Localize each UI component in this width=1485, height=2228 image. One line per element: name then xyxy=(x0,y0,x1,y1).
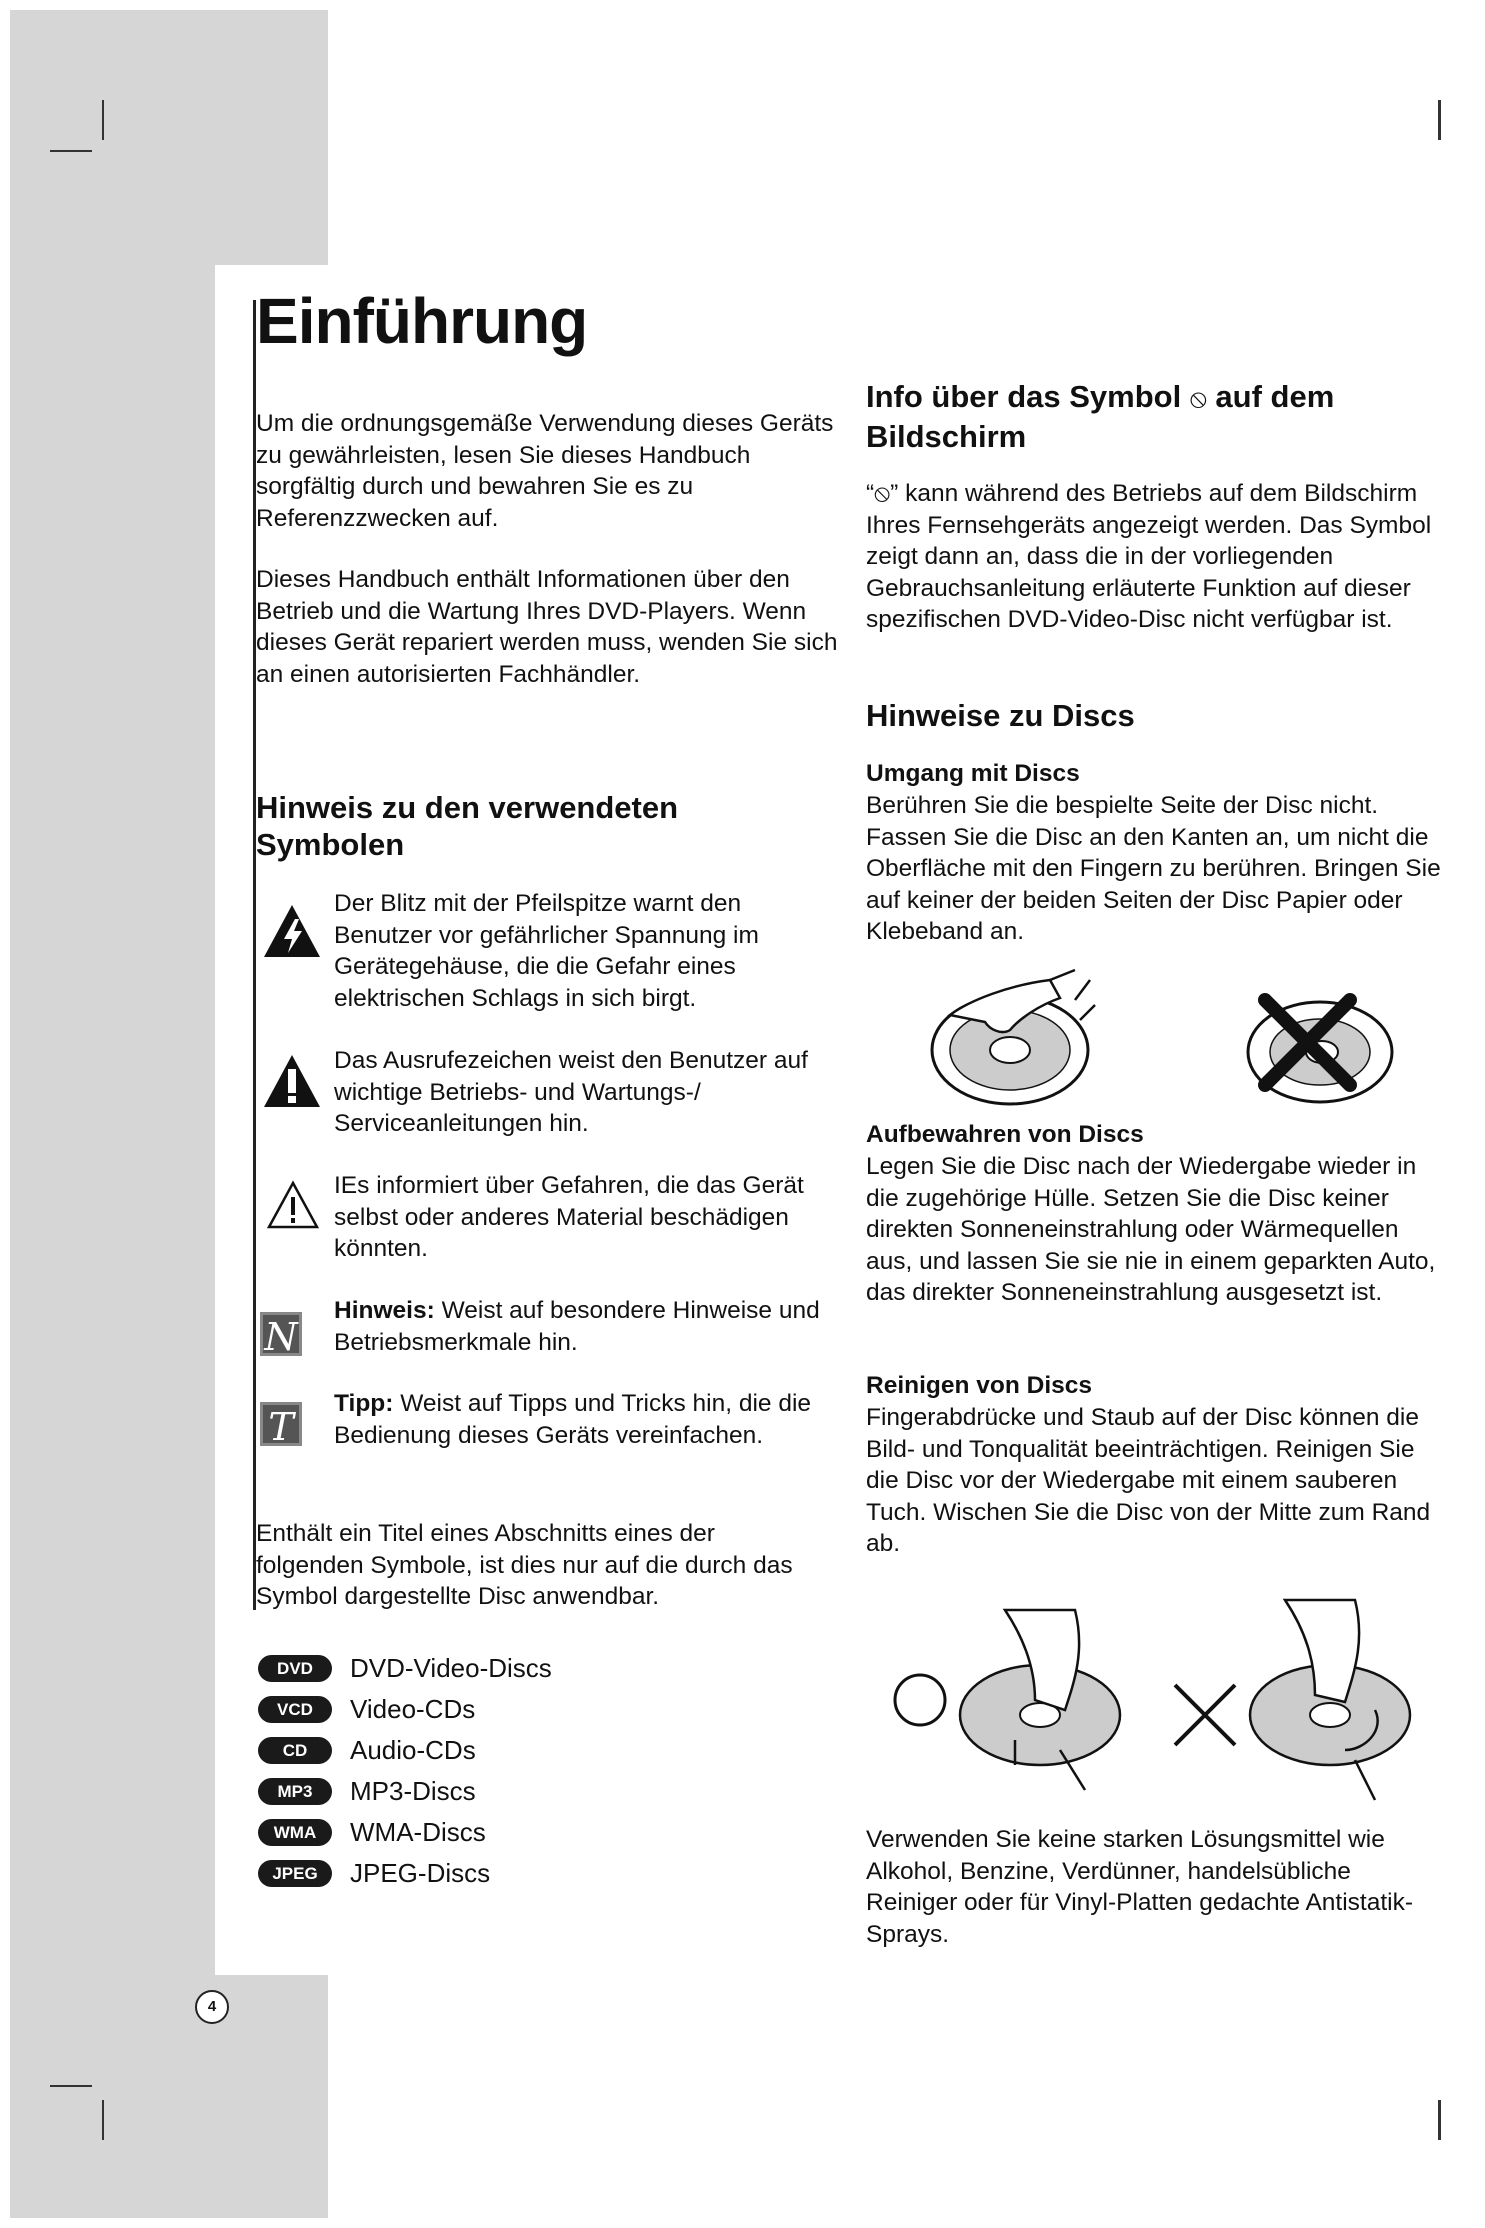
disc-label-vcd: Video-CDs xyxy=(350,1694,476,1724)
crop-mark xyxy=(50,150,92,152)
info-symbol-heading-line2: Bildschirm xyxy=(866,419,1027,454)
symbols-heading: Hinweis zu den verwendeten Symbolen xyxy=(256,790,679,862)
lightning-description: Der Blitz mit der Pfeilspitze warnt den Benutzer vor gefährlicher Spannung im Gerätegehäuse, die die Gefahr eines elektrischen Schlags in sich birgt. xyxy=(334,890,759,1012)
disc-notes-heading: Hinweise zu Discs xyxy=(866,698,1135,733)
page-margin-band-bottom xyxy=(10,1975,328,2218)
note-icon: N xyxy=(260,1312,302,1356)
note-text: Weist auf besondere Hinweise und Betriebsmerkmale hin. xyxy=(334,1297,820,1356)
handling-heading: Umgang mit Discs xyxy=(866,760,1080,787)
exclamation-warning-icon xyxy=(262,1053,322,1109)
disc-label-dvd: DVD-Video-Discs xyxy=(350,1653,552,1683)
disc-cleaning-illustration xyxy=(885,1590,1425,1810)
note-label: Hinweis: xyxy=(334,1297,435,1324)
disc-label-cd: Audio-CDs xyxy=(350,1735,476,1765)
disc-handling-illustration xyxy=(930,960,1400,1110)
page-number: 4 xyxy=(195,1990,229,2024)
cleaning-paragraph: Fingerabdrücke und Staub auf der Disc können die Bild- und Tonqualität beeinträchtigen. Reinigen Sie die Disc vor der Wiedergabe mit einem sauberen Tuch. Wischen Sie die Disc von der Mitte zum Rand ab. xyxy=(866,1404,1431,1557)
disc-badge-dvd: DVD xyxy=(258,1655,332,1682)
info-symbol-paragraph: “⦸” kann während des Betriebs auf dem Bildschirm Ihres Fernsehgeräts angezeigt werden. Das Symbol zeigt dann an, dass die in der vorliegenden Gebrauchsanleitung erläuterte Funktion auf dieser spezifischen DVD-Video-Disc nicht verfügbar ist. xyxy=(866,480,1432,633)
tip-label: Tipp: xyxy=(334,1390,394,1417)
solvent-paragraph: Verwenden Sie keine starken Lösungsmittel wie Alkohol, Benzine, Verdünner, handelsübliche Reiniger oder für Vinyl-Platten gedachte Antistatik-Sprays. xyxy=(866,1826,1414,1948)
tip-description xyxy=(334,1388,854,1451)
page-margin-band-left xyxy=(10,265,215,1975)
crop-mark xyxy=(1438,2100,1441,2140)
storage-heading: Aufbewahren von Discs xyxy=(866,1121,1144,1148)
info-symbol-heading-text-end: auf dem xyxy=(1215,379,1335,414)
disc-badge-jpeg: JPEG xyxy=(258,1860,332,1887)
info-symbol-heading xyxy=(866,378,1426,455)
disc-label-mp3: MP3-Discs xyxy=(350,1776,476,1806)
lightning-warning-icon xyxy=(262,903,322,959)
disc-badge-vcd: VCD xyxy=(258,1696,332,1723)
disc-badge-wma: WMA xyxy=(258,1819,332,1846)
crop-mark xyxy=(1438,100,1441,140)
exclamation-description: Das Ausrufezeichen weist den Benutzer auf wichtige Betriebs- und Wartungs-/ Serviceanleitungen hin. xyxy=(334,1047,808,1137)
crop-mark xyxy=(50,2085,92,2087)
tip-text: Weist auf Tipps und Tricks hin, die die Bedienung dieses Geräts vereinfachen. xyxy=(334,1390,812,1449)
info-symbol-heading-text: Info über das Symbol xyxy=(866,379,1182,414)
disc-label-jpeg: JPEG-Discs xyxy=(350,1858,491,1888)
disc-badge-cd: CD xyxy=(258,1737,332,1764)
disc-badge-mp3: MP3 xyxy=(258,1778,332,1805)
page-margin-band-top xyxy=(10,10,328,265)
storage-paragraph: Legen Sie die Disc nach der Wiedergabe wieder in die zugehörige Hülle. Setzen Sie die Disc keiner direkten Sonneneinstrahlung oder Wärmequellen aus, und lassen Sie sie nie in einem geparkten Auto, das direkter Sonneneinstrahlung ausgesetzt ist. xyxy=(866,1153,1436,1306)
intro-paragraph-2: Dieses Handbuch enthält Informationen über den Betrieb und die Wartung Ihres DVD-Players. Wenn dieses Gerät repariert werden muss, wenden Sie sich an einen autorisierten Fachhändler. xyxy=(256,566,838,688)
crop-mark xyxy=(102,100,104,140)
cleaning-heading: Reinigen von Discs xyxy=(866,1372,1093,1399)
caution-outline-icon xyxy=(266,1180,320,1230)
disc-label-wma: WMA-Discs xyxy=(350,1817,486,1847)
caution-description: IEs informiert über Gefahren, die das Gerät selbst oder anderes Material beschädigen könnten. xyxy=(334,1172,804,1262)
tip-icon: T xyxy=(260,1402,302,1446)
note-description xyxy=(334,1295,834,1358)
handling-paragraph: Berühren Sie die bespielte Seite der Disc nicht. Fassen Sie die Disc an den Kanten an, um nicht die Oberfläche mit den Fingern zu berühren. Bringen Sie auf keiner der beiden Seiten der Disc Papier oder Klebeband an. xyxy=(866,792,1441,945)
crop-mark xyxy=(102,2100,104,2140)
disc-intro-paragraph: Enthält ein Titel eines Abschnitts eines der folgenden Symbole, ist dies nur auf die durch das Symbol dargestellte Disc anwendbar. xyxy=(256,1520,793,1610)
page-title: Einführung xyxy=(256,285,588,357)
prohibited-icon: ⦸ xyxy=(1189,384,1207,414)
intro-paragraph-1: Um die ordnungsgemäße Verwendung dieses Geräts zu gewährleisten, lesen Sie dieses Handbuch sorgfältig durch und bewahren Sie es zu Referenzzwecken auf. xyxy=(256,410,834,532)
